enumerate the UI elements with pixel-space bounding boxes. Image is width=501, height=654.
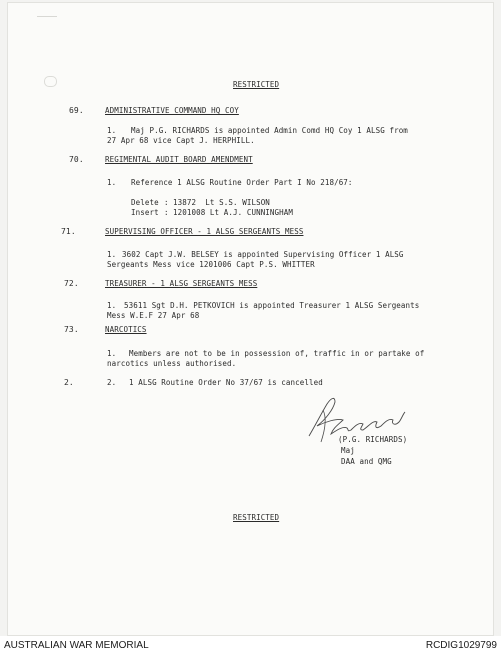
paragraph-line: 3602 Capt J.W. BELSEY is appointed Supervising Officer 1 ALSG bbox=[122, 250, 404, 259]
handwritten-signature bbox=[303, 390, 413, 454]
amendment-label: Insert bbox=[131, 208, 159, 217]
paragraph-line: Reference 1 ALSG Routine Order Part I No 218/67: bbox=[131, 178, 353, 187]
paragraph-number: 1. bbox=[107, 301, 117, 310]
item-number: 73. bbox=[64, 325, 79, 334]
item-heading: ADMINISTRATIVE COMMAND HQ COY bbox=[105, 106, 239, 115]
archive-reference: RCDIG1029799 bbox=[425, 640, 497, 651]
punch-hole bbox=[44, 76, 57, 87]
item-heading: TREASURER - 1 ALSG SERGEANTS MESS bbox=[105, 279, 258, 288]
amendment-value: 1201008 Lt A.J. CUNNINGHAM bbox=[173, 208, 293, 217]
amendment-label: Delete bbox=[131, 198, 159, 207]
paragraph-line: Sergeants Mess vice 1201006 Capt P.S. WHITTER bbox=[107, 260, 315, 269]
amendment-colon: : bbox=[164, 208, 169, 217]
archive-footer bbox=[0, 636, 501, 654]
item-heading: REGIMENTAL AUDIT BOARD AMENDMENT bbox=[105, 155, 253, 164]
paragraph-number: 2. bbox=[107, 378, 117, 387]
paragraph-number: 1. bbox=[107, 250, 117, 259]
item-number: 2. bbox=[64, 378, 74, 387]
item-heading: SUPERVISING OFFICER - 1 ALSG SERGEANTS MESS bbox=[105, 227, 304, 236]
paragraph-number: 1. bbox=[107, 178, 117, 187]
item-number: 69. bbox=[69, 106, 84, 115]
paragraph-number: 1. bbox=[107, 349, 117, 358]
signatory-rank: Maj bbox=[341, 446, 355, 455]
paragraph-line: Members are not to be in possession of, traffic in or partake of bbox=[129, 349, 425, 358]
paragraph-line: 27 Apr 68 vice Capt J. HERPHILL. bbox=[107, 136, 255, 145]
paragraph-line: 53611 Sgt D.H. PETKOVICH is appointed Treasurer 1 ALSG Sergeants bbox=[124, 301, 420, 310]
amendment-colon: : bbox=[164, 198, 169, 207]
paper-mark bbox=[37, 16, 57, 23]
amendment-value: 13872 Lt S.S. WILSON bbox=[173, 198, 270, 207]
paragraph-line: narcotics unless authorised. bbox=[107, 359, 237, 368]
institution-name: AUSTRALIAN WAR MEMORIAL bbox=[4, 640, 149, 651]
paragraph-line: Maj P.G. RICHARDS is appointed Admin Comd HQ Coy 1 ALSG from bbox=[131, 126, 408, 135]
classification-footer: RESTRICTED bbox=[233, 513, 280, 522]
paragraph-number: 1. bbox=[107, 126, 117, 135]
paragraph-line: Mess W.E.F 27 Apr 68 bbox=[107, 311, 200, 320]
item-number: 72. bbox=[64, 279, 79, 288]
document-page bbox=[7, 2, 494, 636]
item-number: 70. bbox=[69, 155, 84, 164]
item-number: 71. bbox=[61, 227, 76, 236]
signatory-appointment: DAA and QMG bbox=[341, 457, 392, 466]
signatory-name: (P.G. RICHARDS) bbox=[338, 435, 408, 444]
item-heading: NARCOTICS bbox=[105, 325, 147, 334]
classification-header: RESTRICTED bbox=[233, 80, 280, 89]
paragraph-line: 1 ALSG Routine Order No 37/67 is cancelled bbox=[129, 378, 323, 387]
